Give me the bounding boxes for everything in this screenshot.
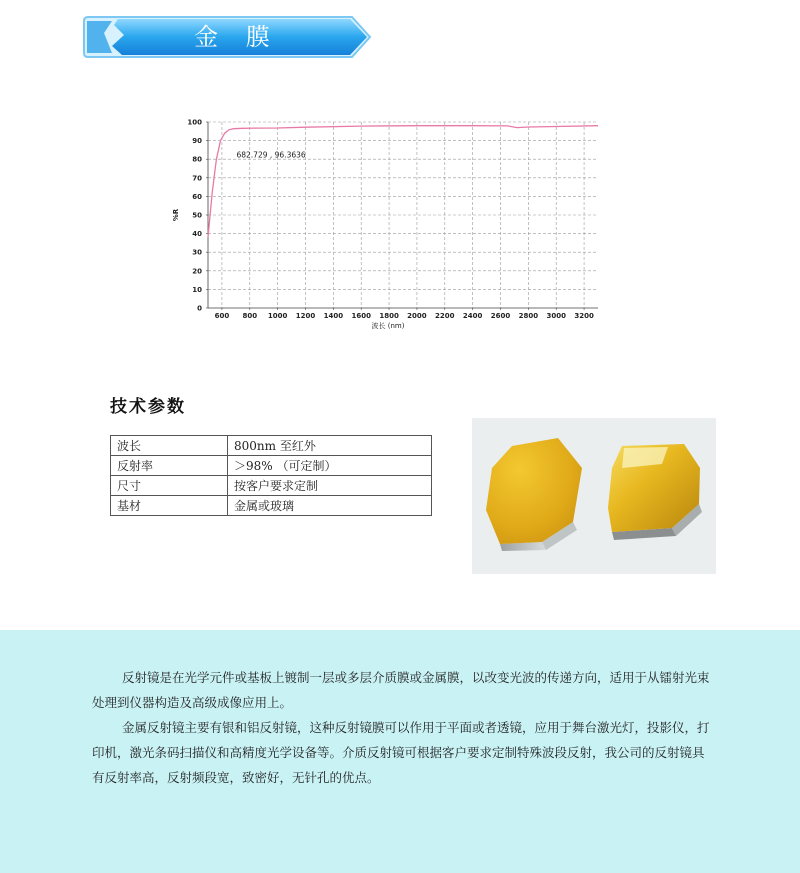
series-line	[208, 126, 598, 238]
chart-ticks	[187, 119, 594, 321]
x-tick-label: 1600	[351, 312, 371, 320]
x-tick-label: 3000	[546, 312, 566, 320]
param-name: 基材	[111, 496, 228, 516]
y-tick-label: 100	[187, 118, 202, 127]
x-tick-label: 1400	[323, 312, 344, 320]
title-banner	[82, 13, 374, 61]
table-row	[111, 476, 432, 496]
param-value: 金属或玻璃	[228, 496, 432, 516]
y-tick-label: 60	[192, 192, 202, 201]
x-tick-label: 2600	[490, 312, 511, 320]
x-tick-label: 800	[242, 312, 258, 320]
y-tick-label: 50	[192, 211, 202, 220]
y-tick-label: 30	[192, 248, 202, 257]
y-tick-label: 0	[197, 304, 202, 313]
y-tick-label: 90	[192, 137, 202, 146]
x-axis-label: 波长 (nm)	[371, 322, 405, 330]
x-tick-label: 1800	[379, 312, 399, 320]
x-tick-label: 2400	[462, 312, 483, 320]
y-tick-label: 80	[192, 155, 202, 164]
x-tick-label: 2000	[407, 312, 427, 320]
param-name: 尺寸	[111, 476, 228, 496]
param-value: 按客户要求定制	[228, 476, 432, 496]
param-value: 800nm 至红外	[228, 436, 432, 456]
x-tick-label: 3200	[574, 312, 594, 320]
y-tick-label: 10	[192, 285, 202, 294]
x-tick-label: 2800	[518, 312, 539, 320]
page-title: 金 膜	[194, 23, 280, 51]
x-tick-label: 600	[214, 312, 230, 320]
x-tick-label: 1000	[267, 312, 288, 320]
param-value: ＞98% （可定制）	[228, 456, 432, 476]
y-tick-label: 40	[192, 230, 202, 239]
table-row	[111, 456, 432, 476]
reflectance-chart	[160, 112, 610, 342]
y-tick-label: 70	[192, 174, 202, 183]
x-tick-label: 2200	[435, 312, 455, 320]
param-name: 反射率	[111, 456, 228, 476]
description-paragraph: 金属反射镜主要有银和铝反射镜，这种反射镜膜可以作用于平面或者透镜，应用于舞台激光灯，投影仪，打印机，激光条码扫描仪和高精度光学设备等。介质反射镜可根据客户要求定制特殊波段反射，我公司的反射镜具有反射率高，反射频段宽，致密好，无针孔的优点。	[92, 720, 710, 785]
param-name: 波长	[111, 436, 228, 456]
y-axis-label: %R	[172, 208, 180, 222]
description-paragraph: 反射镜是在光学元件或基板上镀制一层或多层介质膜或金属膜，以改变光波的传递方向，适用于从镭射光束处理到仪器构造及高级成像应用上。	[92, 670, 710, 710]
gold-mirror-image	[472, 418, 716, 574]
params-table	[110, 435, 432, 516]
table-row	[111, 496, 432, 516]
y-tick-label: 20	[192, 267, 202, 276]
section-heading: 技术参数	[110, 397, 186, 417]
data-point-annotation: 682.729 , 96.3636	[236, 150, 306, 160]
product-photo	[472, 418, 716, 574]
x-tick-label: 1200	[295, 312, 316, 320]
description-panel	[0, 630, 800, 873]
table-row	[111, 436, 432, 456]
